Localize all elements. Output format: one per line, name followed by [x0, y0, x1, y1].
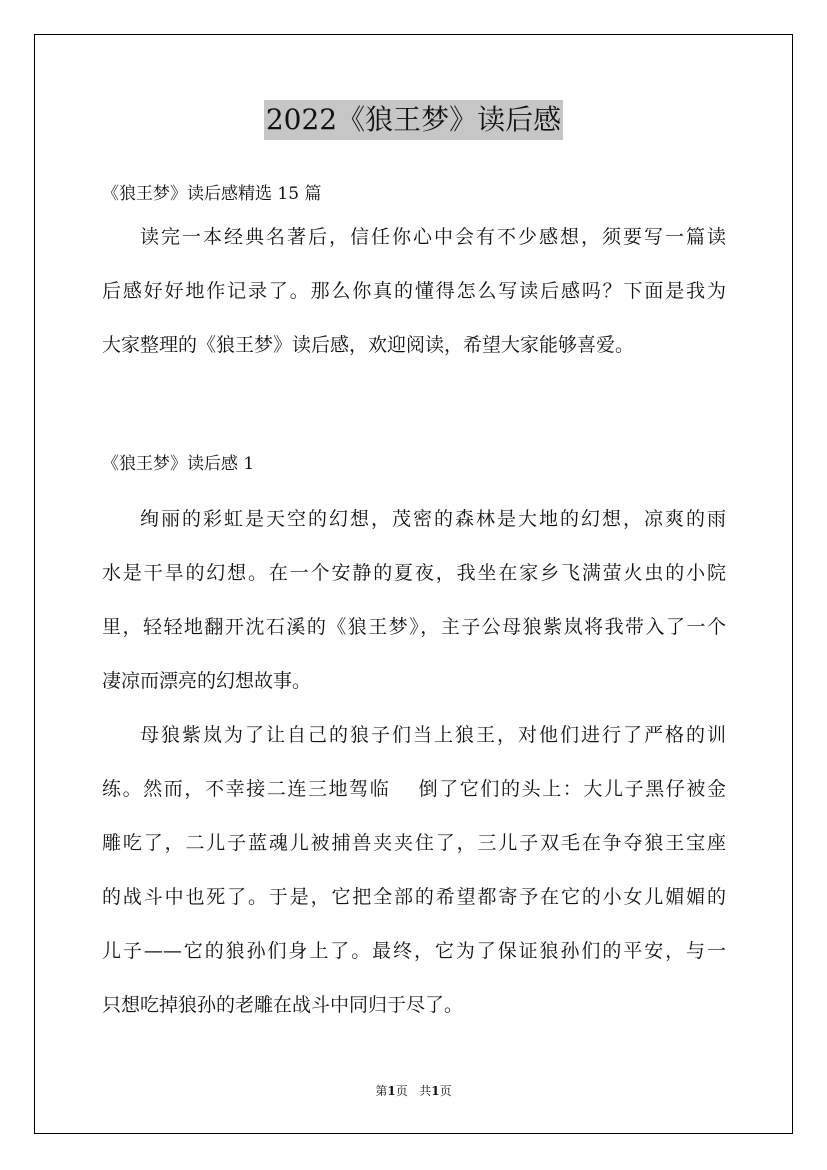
body-paragraph-1: [102, 492, 726, 708]
page-footer: [0, 1082, 827, 1100]
footer-prefix: 第: [375, 1084, 388, 1098]
para2-line-2: 练。然而，不幸接二连三地驾临 倒了它们的头上：大儿子黑仔被金: [102, 778, 726, 800]
document-subtitle: 《狼王梦》读后感精选 15 篇: [102, 184, 322, 204]
para2-line-5: 儿子——它的狼孙们身上了。最终，它为了保证狼孙们的平安，与一: [102, 940, 726, 962]
footer-page-number: 1: [387, 1084, 396, 1098]
para2-line-3: 雕吃了，二儿子蓝魂儿被捕兽夹夹住了，三儿子双毛在争夺狼王宝座: [102, 832, 726, 854]
para1-line-2: 水是干旱的幻想。在一个安静的夏夜，我坐在家乡飞满萤火虫的小院: [102, 562, 726, 584]
intro-line-1: 读完一本经典名著后，信任你心中会有不少感想，须要写一篇读: [140, 226, 726, 248]
intro-paragraph: [102, 210, 726, 372]
para1-line-1: 绚丽的彩虹是天空的幻想，茂密的森林是大地的幻想，凉爽的雨: [140, 508, 726, 530]
para1-line-3: 里，轻轻地翻开沈石溪的《狼王梦》，主子公母狼紫岚将我带入了一个: [102, 616, 726, 638]
footer-page-suffix: 页: [395, 1084, 408, 1098]
section-heading: 《狼王梦》读后感 1: [102, 454, 255, 474]
document-title: 2022《狼王梦》读后感: [264, 100, 563, 140]
title-container: [0, 100, 827, 140]
footer-total-prefix: 共: [419, 1084, 432, 1098]
para2-line-1: 母狼紫岚为了让自己的狼子们当上狼王，对他们进行了严格的训: [140, 724, 726, 746]
intro-line-2: 后感好好地作记录了。那么你真的懂得怎么写读后感吗？下面是我为: [102, 280, 726, 302]
body-paragraph-2: [102, 708, 726, 1032]
para2-line-4: 的战斗中也死了。于是，它把全部的希望都寄予在它的小女儿媚媚的: [102, 886, 726, 908]
footer-total-number: 1: [431, 1084, 440, 1098]
footer-total-suffix: 页: [439, 1084, 452, 1098]
para2-line-6: 只想吃掉狼孙的老雕在战斗中同归于尽了。: [102, 994, 464, 1016]
intro-line-3: 大家整理的《狼王梦》读后感，欢迎阅读，希望大家能够喜爱。: [102, 334, 635, 356]
para1-line-4: 凄凉而漂亮的幻想故事。: [102, 670, 312, 692]
